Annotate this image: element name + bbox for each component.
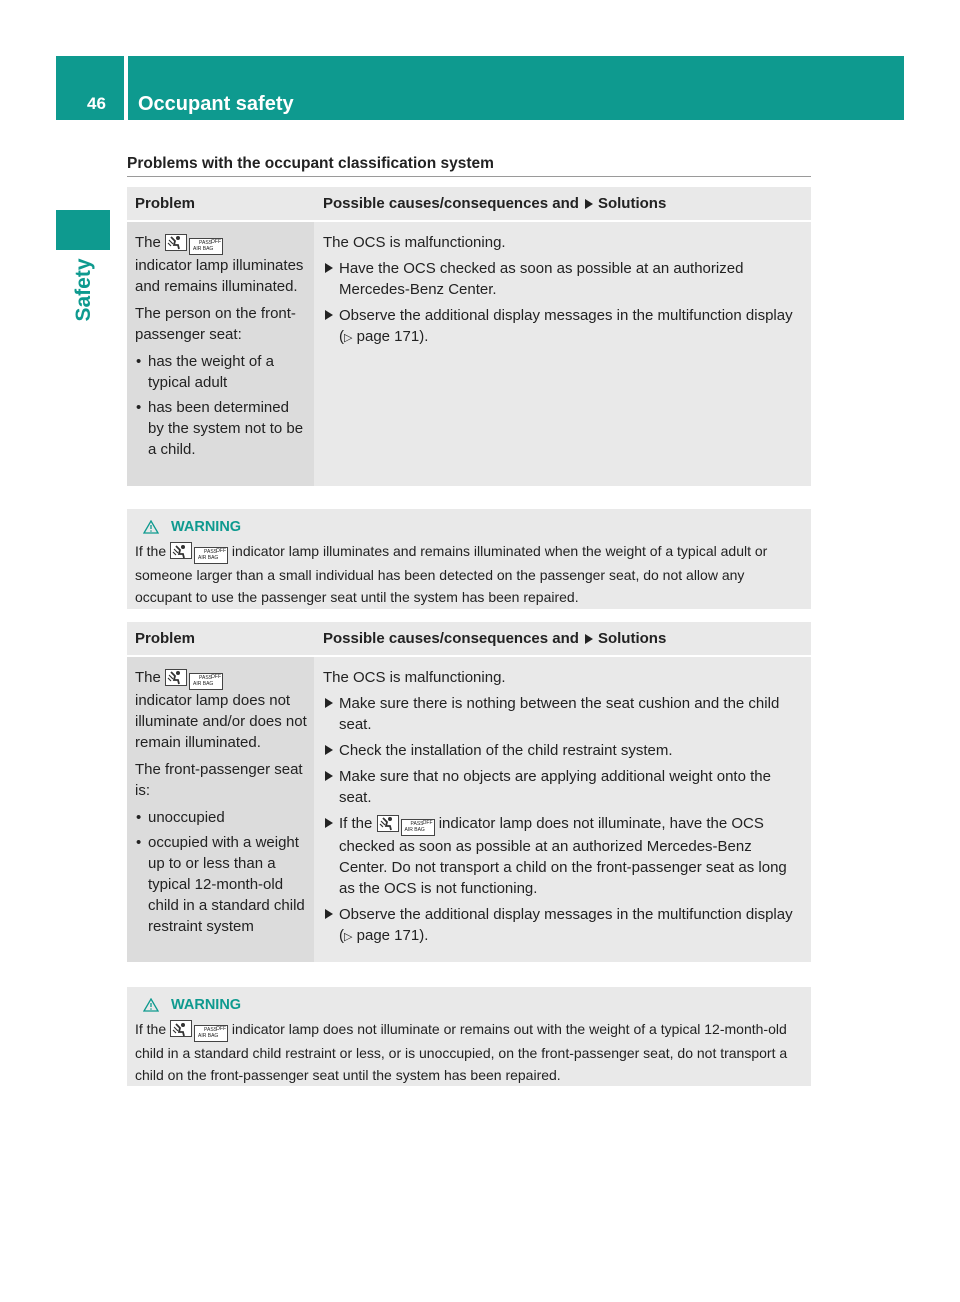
warning-text-start: If the xyxy=(135,543,167,559)
icon-off-text: OFF xyxy=(216,1026,227,1032)
action-arrow-icon xyxy=(325,698,333,708)
action-item xyxy=(323,904,801,948)
pass-airbag-off-icon xyxy=(189,673,223,690)
warning-text xyxy=(135,1018,803,1086)
action-text-end: ). xyxy=(419,328,429,345)
action-arrow-icon xyxy=(585,634,593,644)
action-text: Observe the additional display messages in the multifunction display ( xyxy=(339,906,793,944)
icon-pass-text: PASS xyxy=(204,549,217,555)
icon-airbag-text: AIR BAG xyxy=(198,555,219,561)
page-header xyxy=(56,56,904,120)
action-item xyxy=(323,813,801,899)
ocs-person-icon xyxy=(377,815,399,832)
icon-pass-text: PASS xyxy=(199,675,212,681)
header-solutions-text: Possible causes/consequences and xyxy=(323,630,579,647)
action-text: Check the installation of the child restraint system. xyxy=(339,742,673,759)
header-solutions xyxy=(314,187,811,220)
section-title: Problems with the occupant classification system xyxy=(127,155,494,172)
action-text: Observe the additional display messages in the multifunction display ( xyxy=(339,307,793,345)
section-rule xyxy=(127,176,811,177)
page-reference-link[interactable]: page 171 xyxy=(356,927,420,944)
action-item xyxy=(323,693,801,735)
icon-airbag-text: AIR BAG xyxy=(193,246,214,252)
action-item xyxy=(323,305,801,349)
problem-bullet: • has been determined by the system not to be a child. xyxy=(135,397,308,460)
page-ref-icon: ▷ xyxy=(344,931,353,943)
warning-box-1 xyxy=(127,509,811,609)
table-row xyxy=(127,657,811,962)
warning-text-body: indicator lamp does not illuminate or remains out with the weight of a typical 12-month-old child in a standard child restraint or less, or is unoccupied, on the front-passenger seat, do not transport a child on the front-passenger seat until the system has been repaired. xyxy=(135,1021,788,1083)
icon-off-text: OFF xyxy=(211,239,222,245)
problem-bullet: • unoccupied xyxy=(135,807,308,828)
solution-cell xyxy=(314,657,811,962)
problem-line-1: indicator lamp illuminates and remains illuminated. xyxy=(135,257,304,295)
action-item xyxy=(323,258,801,300)
problem-description xyxy=(135,232,308,297)
problem-line-2: The front-passenger seat is: xyxy=(135,761,303,799)
action-arrow-icon xyxy=(325,909,333,919)
problem-bullet: • occupied with a weight up to or less than a typical 12-month-old child in a standard child restraint system xyxy=(135,832,308,937)
chapter-title: Occupant safety xyxy=(128,56,904,120)
pass-airbag-off-icon xyxy=(401,819,435,836)
ocs-person-icon xyxy=(170,1020,192,1037)
problem-the: The xyxy=(135,234,161,251)
page-reference-link[interactable]: page 171 xyxy=(356,328,420,345)
warning-triangle-icon xyxy=(143,520,159,534)
action-arrow-icon xyxy=(585,199,593,209)
problem-cell xyxy=(127,222,314,486)
warning-text-body: indicator lamp illuminates and remains illuminated when the weight of a typical adult or someone larger than a small individual has been detected on the passenger seat, do not allow any occupant to use the passenger seat until the system has been repaired. xyxy=(135,543,768,605)
icon-pass-text: PASS xyxy=(199,240,212,246)
action-item xyxy=(323,766,801,808)
warning-text-start: If the xyxy=(135,1021,167,1037)
action-text: If the xyxy=(339,815,373,832)
side-tab-marker xyxy=(56,210,110,250)
action-arrow-icon xyxy=(325,818,333,828)
warning-text xyxy=(135,540,803,608)
icon-pass-text: PASS xyxy=(204,1027,217,1033)
action-text-end: ). xyxy=(419,927,429,944)
icon-off-text: OFF xyxy=(216,548,227,554)
pass-airbag-off-icon xyxy=(194,1025,228,1042)
warning-box-2 xyxy=(127,987,811,1086)
problem-line-1: indicator lamp does not illuminate and/or does not remain illuminated. xyxy=(135,692,307,751)
action-text: Make sure there is nothing between the seat cushion and the child seat. xyxy=(339,695,780,733)
table-row xyxy=(127,222,811,486)
problem-table-1 xyxy=(127,187,811,486)
ocs-person-icon xyxy=(165,669,187,686)
problem-line-2: The person on the front-passenger seat: xyxy=(135,305,296,343)
pass-airbag-off-icon xyxy=(189,238,223,255)
pass-airbag-off-icon xyxy=(194,547,228,564)
header-solutions xyxy=(314,622,811,655)
icon-airbag-text: AIR BAG xyxy=(193,681,214,687)
action-arrow-icon xyxy=(325,745,333,755)
problem-bullet: • has the weight of a typical adult xyxy=(135,351,308,393)
icon-pass-text: PASS xyxy=(410,821,424,827)
icon-airbag-text: AIR BAG xyxy=(404,827,425,833)
cause-text: The OCS is malfunctioning. xyxy=(323,669,506,686)
action-text-body: indicator lamp does not illuminate, have the OCS checked as soon as possible at an authorized Mercedes-Benz Center. Do not transport a child on the front-passenger seat as long as the OCS is not functioning. xyxy=(339,815,787,897)
header-problem: Problem xyxy=(135,630,196,647)
header-solutions-suffix: Solutions xyxy=(597,630,667,647)
warning-label: WARNING xyxy=(171,997,242,1013)
warning-heading xyxy=(143,516,803,538)
table-header xyxy=(127,187,811,222)
action-arrow-icon xyxy=(325,263,333,273)
action-text: Have the OCS checked as soon as possible at an authorized Mercedes-Benz Center. xyxy=(339,260,744,298)
cause-text: The OCS is malfunctioning. xyxy=(323,234,506,251)
warning-label: WARNING xyxy=(171,519,242,535)
table-header xyxy=(127,622,811,657)
action-arrow-icon xyxy=(325,310,333,320)
action-item xyxy=(323,740,801,761)
problem-table-2 xyxy=(127,622,811,962)
problem-description xyxy=(135,667,308,753)
action-text: Make sure that no objects are applying additional weight onto the seat. xyxy=(339,768,771,806)
icon-off-text: OFF xyxy=(422,820,433,826)
header-solutions-text: Possible causes/consequences and xyxy=(323,195,579,212)
problem-cell xyxy=(127,657,314,962)
action-arrow-icon xyxy=(325,771,333,781)
icon-off-text: OFF xyxy=(211,674,222,680)
side-tab-label: Safety xyxy=(72,258,95,322)
problem-the: The xyxy=(135,669,161,686)
icon-airbag-text: AIR BAG xyxy=(198,1033,219,1039)
page-number: 46 xyxy=(56,56,124,120)
page-ref-icon: ▷ xyxy=(344,332,353,344)
header-solutions-suffix: Solutions xyxy=(597,195,667,212)
warning-heading xyxy=(143,994,803,1016)
warning-triangle-icon xyxy=(143,998,159,1012)
header-problem: Problem xyxy=(135,195,196,212)
ocs-person-icon xyxy=(165,234,187,251)
ocs-person-icon xyxy=(170,542,192,559)
solution-cell xyxy=(314,222,811,486)
